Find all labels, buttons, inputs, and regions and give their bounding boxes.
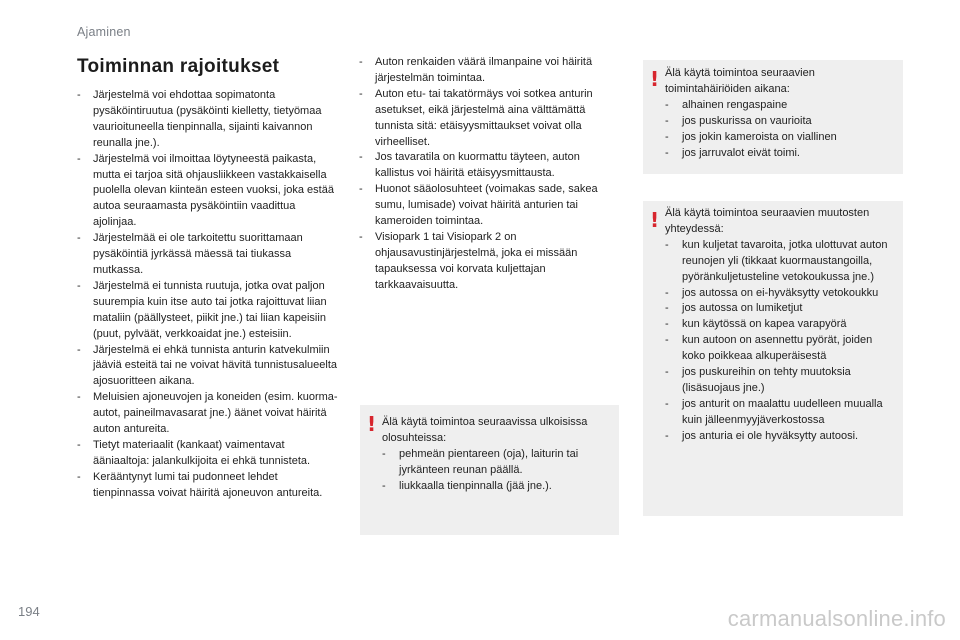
list-item: - Auton renkaiden väärä ilmanpaine voi häiritä järjestelmän toimintaa. (359, 55, 621, 87)
list-item: - jos jokin kameroista on viallinen (665, 130, 893, 146)
list-item: - jos autossa on ei-hyväksytty vetokoukku (665, 286, 897, 302)
warning-intro: Älä käytä toimintoa seuraavissa ulkoisissa olosuhteissa: (382, 416, 588, 444)
warning-list (382, 447, 611, 495)
list-item: - Järjestelmä ei ehkä tunnista anturin katvekulmiin jääviä esteitä tai ne voivat hävitä tunnistusalueelta ajosuoritteen aikana. (77, 343, 339, 391)
list-item: - Meluisien ajoneuvojen ja koneiden (esim. kuorma-autot, paineilmavasarat jne.) äänet voivat häiritä auton antureita. (77, 390, 339, 438)
list-item: - jos anturit on maalattu uudelleen muualla kuin jälleenmyyjäverkostossa (665, 397, 897, 429)
warning-box-malfunctions (643, 60, 903, 174)
warning-list (665, 98, 893, 162)
list-item: - liukkaalla tienpinnalla (jää jne.). (382, 479, 611, 495)
list-item: - kun autoon on asennettu pyörät, joiden koko poikkeaa alkuperäisestä (665, 333, 897, 365)
list-item: - jos anturia ei ole hyväksytty autoosi. (665, 429, 897, 445)
warning-list (665, 238, 897, 445)
list-item: - Järjestelmää ei ole tarkoitettu suorittamaan pysäköintiä jyrkässä mäessä tai tiukassa mutkassa. (77, 231, 339, 279)
warning-intro: Älä käytä toimintoa seuraavien toimintahäiriöiden aikana: (665, 67, 815, 95)
warning-box-outdoor-conditions (360, 405, 619, 535)
page-title: Toiminnan rajoitukset (77, 56, 280, 77)
list-item: - Auton etu- tai takatörmäys voi sotkea anturin asetukset, eikä järjestelmä aina välttämättä tunnista sitä: etäisyysmittaukset voivat olla virheelliset. (359, 87, 621, 151)
list-item: - Jos tavaratila on kuormattu täyteen, auton kallistus voi häiritä etäisyysmittausta. (359, 150, 621, 182)
warning-icon: ! (650, 67, 660, 91)
list-item: - Järjestelmä voi ehdottaa sopimatonta pysäköintiruutua (pysäköinti kielletty, tietyömaa vaurioituneella tienpinnalla, sijainti kaivannon reunalla jne.). (77, 88, 339, 152)
warning-box-modifications (643, 201, 903, 516)
list-item: - Järjestelmä voi ilmoittaa löytyneestä paikasta, mutta ei tarjoa sitä ohjausliikkeen vastakkaisella puolella olevan kiinteän esteen vuoksi, joka estää autoa seuraamasta pysäköintiin vaadittua ajolinjaa. (77, 152, 339, 232)
list-item: - Kerääntynyt lumi tai pudonneet lehdet tienpinnassa voivat häiritä ajoneuvon antureita. (77, 470, 339, 502)
list-item: - Visiopark 1 tai Visiopark 2 on ohjausavustinjärjestelmä, joka ei missään tapauksessa voi korvata kuljettajan tarkkaavaisuutta. (359, 230, 621, 294)
list-item: - alhainen rengaspaine (665, 98, 893, 114)
section-label: Ajaminen (77, 25, 131, 39)
list-item: - Järjestelmä ei tunnista ruutuja, jotka ovat paljon suurempia kuin itse auto tai jotka rajoittuvat liian mataliin (päällysteet, piikit jne.) tai liian kapeisiin (puut, pylväät, verkkoaidat jne.) esteisiin. (77, 279, 339, 343)
page-number: 194 (18, 604, 40, 619)
list-item: - kun kuljetat tavaroita, jotka ulottuvat auton reunojen yli (tikkaat kuormaustangoilla, pyöränkuljetusteline vetokoukussa jne.) (665, 238, 897, 286)
list-item: - jos jarruvalot eivät toimi. (665, 146, 893, 162)
warning-icon: ! (367, 412, 377, 436)
list-item: - kun käytössä on kapea varapyörä (665, 317, 897, 333)
list-item: - jos autossa on lumiketjut (665, 301, 897, 317)
limitations-list-continued (359, 55, 621, 294)
list-item: - jos puskurissa on vaurioita (665, 114, 893, 130)
list-item: - Tietyt materiaalit (kankaat) vaimentavat ääniaaltoja: jalankulkijoita ei ehkä tunnisteta. (77, 438, 339, 470)
warning-icon: ! (650, 208, 660, 232)
column-middle (359, 55, 621, 294)
list-item: - Huonot sääolosuhteet (voimakas sade, sakea sumu, lumisade) voivat häiritä anturien tai kameroiden toimintaa. (359, 182, 621, 230)
watermark: carmanualsonline.info (727, 606, 946, 631)
column-left (77, 88, 339, 502)
list-item: - jos puskureihin on tehty muutoksia (lisäsuojaus jne.) (665, 365, 897, 397)
list-item: - pehmeän pientareen (oja), laiturin tai jyrkänteen reunan päällä. (382, 447, 611, 479)
limitations-list (77, 88, 339, 502)
warning-intro: Älä käytä toimintoa seuraavien muutosten yhteydessä: (665, 207, 870, 235)
